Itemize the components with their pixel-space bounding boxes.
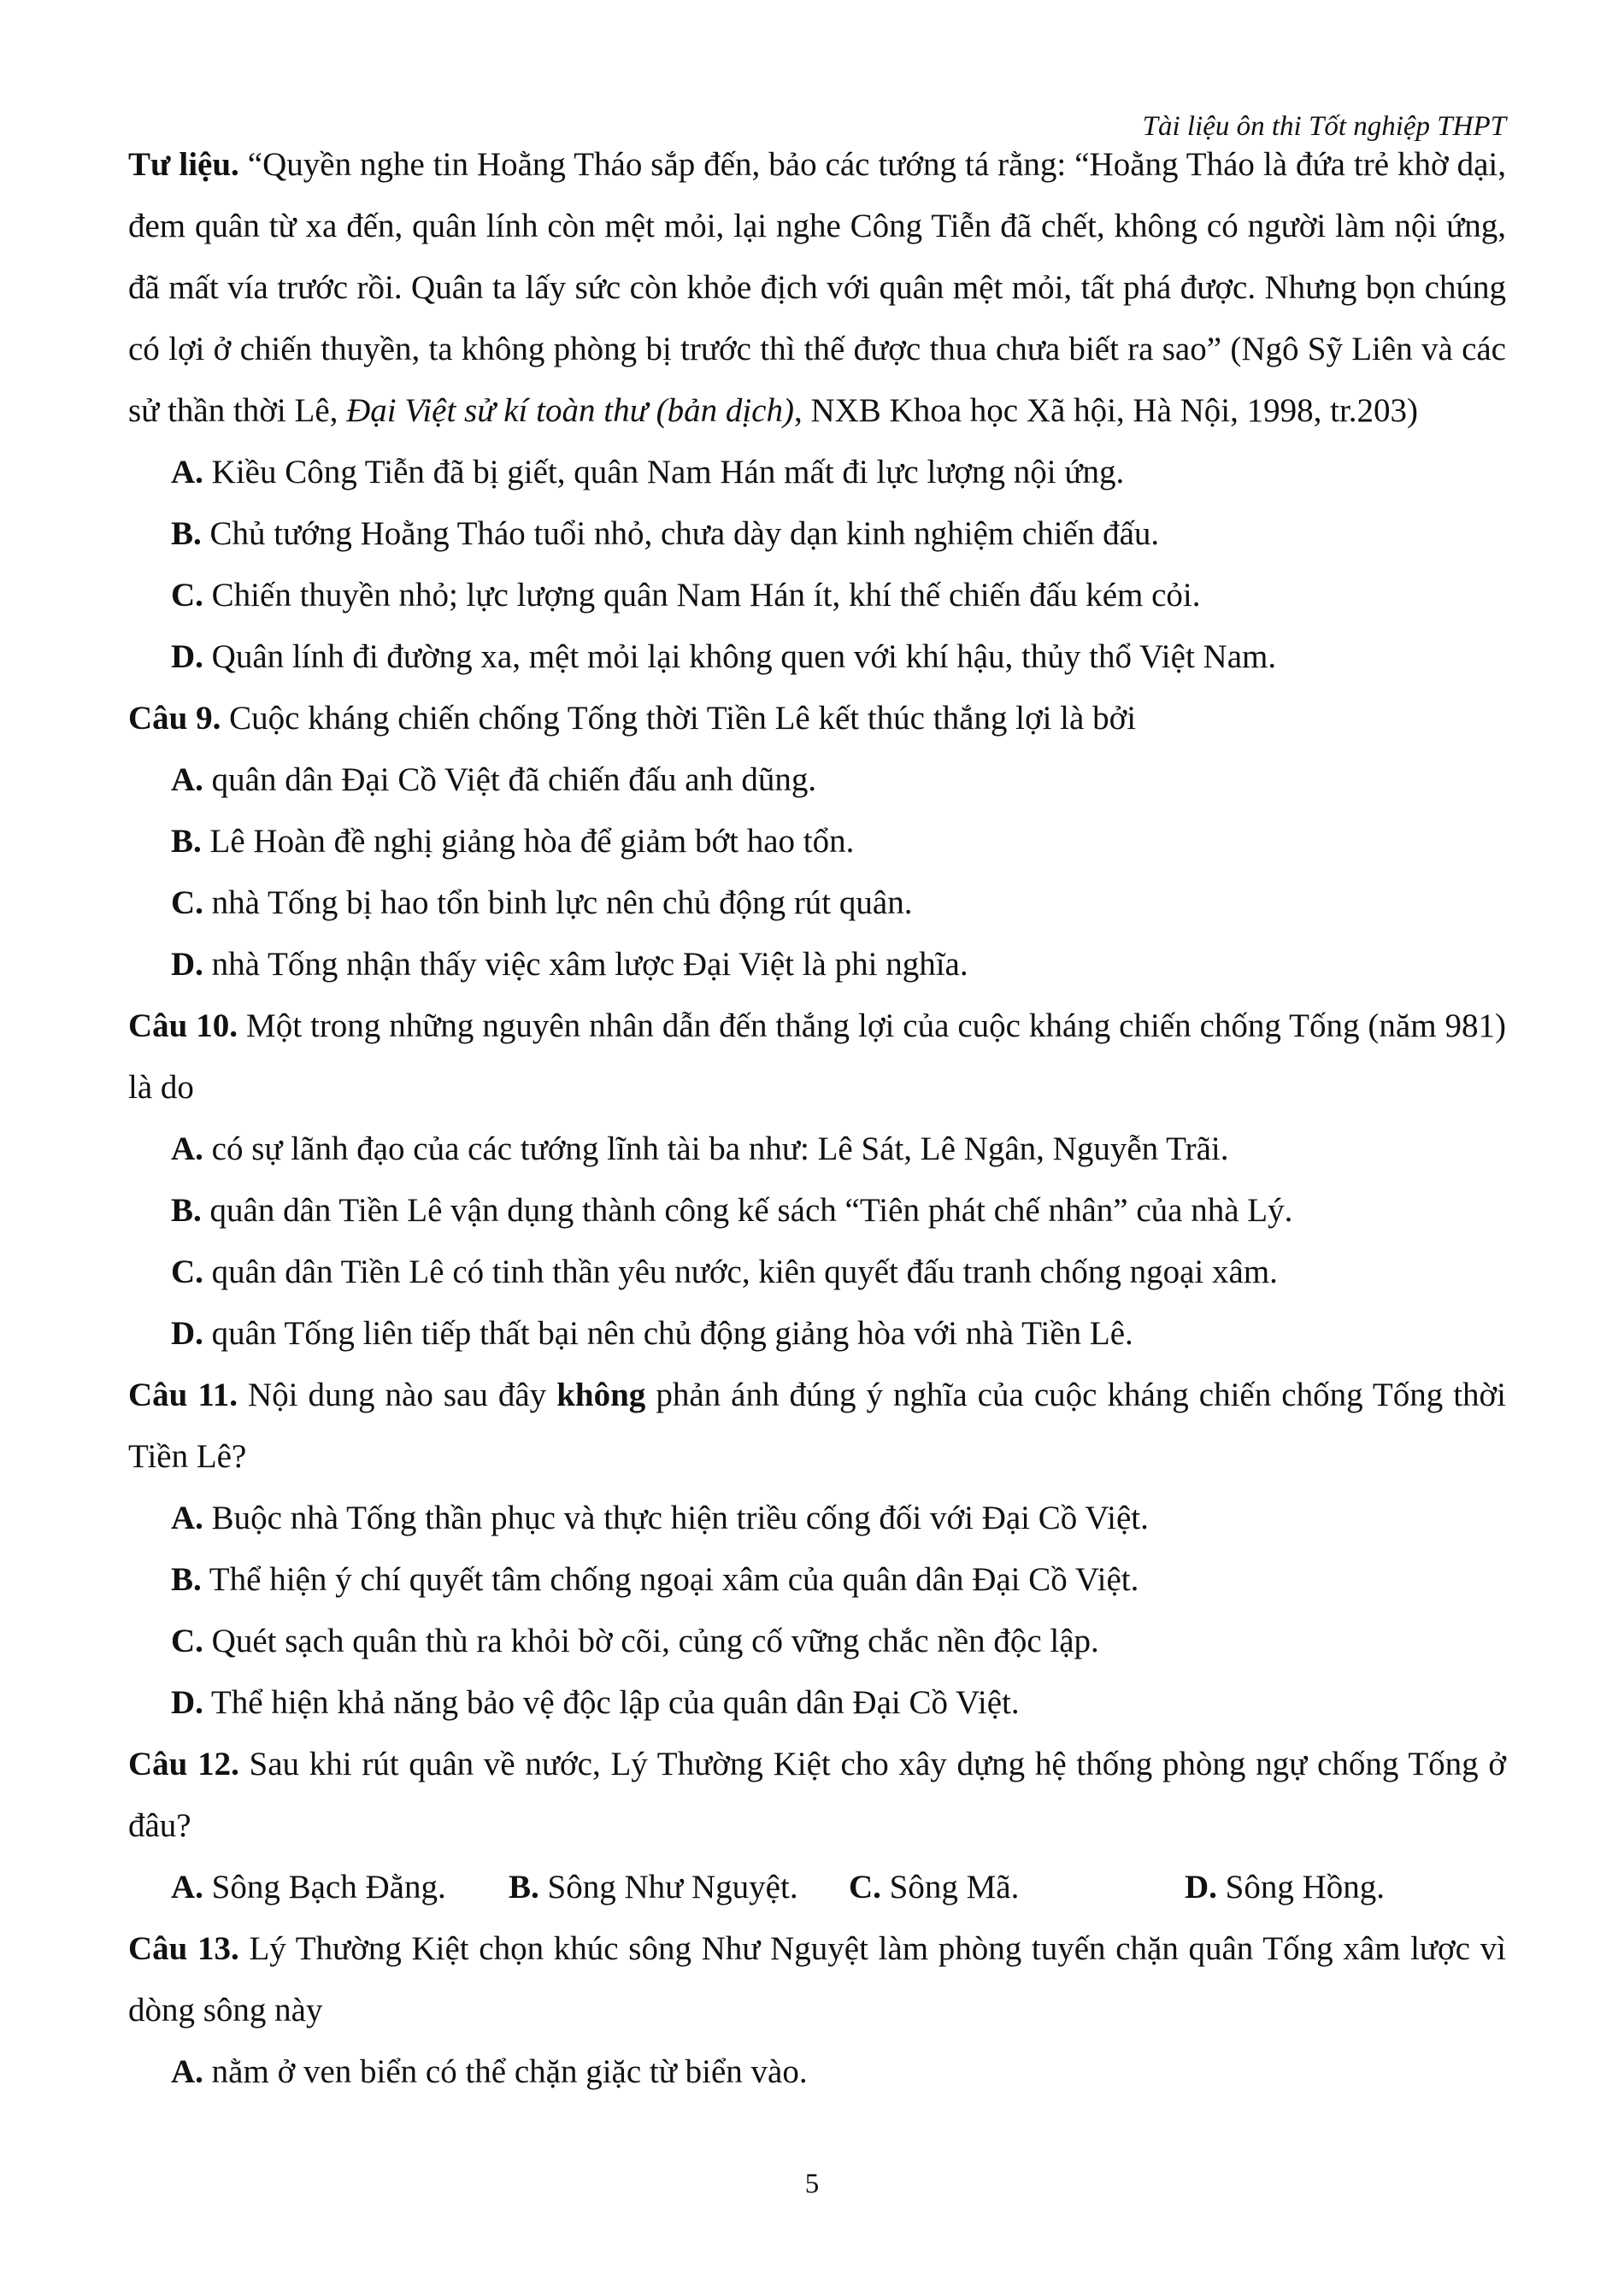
option-c (849, 1857, 1019, 1918)
option-text: nhà Tống nhận thấy việc xâm lược Đại Việt là phi nghĩa. (203, 946, 968, 983)
question-text-cont: phản ánh đúng ý nghĩa của cuộc kháng chiến chống Tống thời Tiền Lê? (128, 1377, 1507, 1475)
option-letter: B. (171, 1192, 202, 1229)
option-letter: A. (171, 454, 203, 490)
option-text: quân dân Đại Cồ Việt đã chiến đấu anh dũng. (203, 761, 817, 798)
option-letter: A. (171, 761, 203, 798)
option-d (128, 626, 1506, 688)
option-a (128, 442, 1506, 503)
option-text: Buộc nhà Tống thần phục và thực hiện triều cống đối với Đại Cồ Việt. (203, 1500, 1149, 1536)
option-c (128, 1611, 1506, 1672)
option-letter: D. (171, 1315, 203, 1352)
option-c (128, 872, 1506, 934)
option-c (128, 565, 1506, 626)
option-text: Chiến thuyền nhỏ; lực lượng quân Nam Hán ít, khí thế chiến đấu kém cỏi. (203, 577, 1201, 614)
option-letter: A. (171, 1500, 203, 1536)
option-b (128, 1549, 1506, 1611)
option-letter: A. (171, 2053, 203, 2090)
question-text: Sau khi rút quân về nước, Lý Thường Kiệt cho xây dựng hệ thống phòng ngự chống Tống ở đâu? (128, 1746, 1506, 1844)
option-c (128, 1242, 1506, 1303)
question-label: Câu 9. (128, 700, 221, 737)
option-text: Chủ tướng Hoằng Tháo tuổi nhỏ, chưa dày dạn kinh nghiệm chiến đấu. (201, 515, 1160, 552)
option-letter: D. (1185, 1869, 1217, 1906)
question-10 (128, 995, 1506, 1119)
options-row (128, 1857, 1506, 1918)
option-text: quân dân Tiền Lê có tinh thần yêu nước, kiên quyết đấu tranh chống ngoại xâm. (203, 1254, 1278, 1290)
option-text: quân dân Tiền Lê vận dụng thành công kế sách “Tiên phát chế nhân” của nhà Lý. (201, 1192, 1293, 1229)
option-text: có sự lãnh đạo của các tướng lĩnh tài ba như: Lê Sát, Lê Ngân, Nguyễn Trãi. (203, 1130, 1229, 1167)
option-b (128, 811, 1506, 872)
source-passage (128, 134, 1506, 442)
option-letter: B. (171, 823, 202, 860)
question-label: Câu 11. (128, 1377, 238, 1413)
option-text: quân Tống liên tiếp thất bại nên chủ động giảng hòa với nhà Tiền Lê. (203, 1315, 1133, 1352)
question-text: Cuộc kháng chiến chống Tống thời Tiền Lê kết thúc thắng lợi là bởi (221, 700, 1137, 737)
question-11 (128, 1365, 1506, 1488)
option-text: Thể hiện khả năng bảo vệ độc lập của quân dân Đại Cồ Việt. (203, 1684, 1020, 1721)
option-letter: A. (171, 1130, 203, 1167)
page-header: Tài liệu ôn thi Tốt nghiệp THPT (1142, 111, 1506, 142)
source-citation: , NXB Khoa học Xã hội, Hà Nội, 1998, tr.203) (793, 392, 1419, 429)
option-letter: B. (171, 1561, 202, 1598)
question-label: Câu 12. (128, 1746, 239, 1782)
question-text: Nội dung nào sau đây (237, 1377, 557, 1413)
page-number: 5 (804, 2169, 820, 2199)
option-letter: D. (171, 638, 203, 675)
option-a (128, 2041, 1506, 2103)
question-9 (128, 688, 1506, 749)
option-text: nhà Tống bị hao tổn binh lực nên chủ động rút quân. (203, 884, 913, 921)
option-a (128, 749, 1506, 811)
option-text: Sông Hồng. (1216, 1869, 1386, 1906)
question-label: Câu 13. (128, 1930, 239, 1967)
option-letter: C. (171, 577, 203, 614)
option-letter: C. (849, 1869, 881, 1906)
option-text: Sông Bạch Đằng. (203, 1869, 446, 1906)
option-letter: C. (171, 1254, 203, 1290)
question-text: Lý Thường Kiệt chọn khúc sông Như Nguyệt làm phòng tuyến chặn quân Tống xâm lược vì dòng sông này (128, 1930, 1506, 2029)
option-text: Thể hiện ý chí quyết tâm chống ngoại xâm của quân dân Đại Cồ Việt. (201, 1561, 1139, 1598)
option-letter: C. (171, 884, 203, 921)
option-b (128, 503, 1506, 565)
option-a (171, 1857, 446, 1918)
option-text: Sông Mã. (880, 1869, 1020, 1906)
option-b (509, 1857, 798, 1918)
question-label: Câu 10. (128, 1007, 238, 1044)
page-content (128, 134, 1506, 2103)
option-text: Quân lính đi đường xa, mệt mỏi lại không quen với khí hậu, thủy thổ Việt Nam. (203, 638, 1277, 675)
option-d (128, 1303, 1506, 1365)
source-text: “Quyền nghe tin Hoằng Tháo sắp đến, bảo các tướng tá rằng: “Hoằng Tháo là đứa trẻ khờ dại, đem quân từ xa đến, quân lính còn mệt mỏi, lại nghe Công Tiễn đã chết, không có người làm nội ứng, đã mất vía trước rồi. Quân ta lấy sức còn khỏe địch với quân mệt mỏi, tất phá được. Nhưng bọn chúng có lợi ở chiến thuyền, ta không phòng bị trước thì thế được thua chưa biết ra sao” (Ngô Sỹ Liên và các sử thần thời Lê, (128, 146, 1506, 429)
option-d (128, 1672, 1506, 1734)
question-12 (128, 1734, 1506, 1857)
option-letter: D. (171, 1684, 203, 1721)
option-text: nằm ở ven biển có thể chặn giặc từ biển vào. (203, 2053, 808, 2090)
option-d (1185, 1857, 1385, 1918)
option-text: Kiều Công Tiễn đã bị giết, quân Nam Hán mất đi lực lượng nội ứng. (203, 454, 1125, 490)
source-label: Tư liệu. (128, 146, 239, 183)
option-letter: C. (171, 1623, 203, 1659)
source-book-title: Đại Việt sử kí toàn thư (bản dịch) (346, 392, 794, 429)
question-text: Một trong những nguyên nhân dẫn đến thắng lợi của cuộc kháng chiến chống Tống (năm 981) là do (128, 1007, 1506, 1106)
option-letter: D. (171, 946, 203, 983)
option-text: Lê Hoàn đề nghị giảng hòa để giảm bớt hao tổn. (201, 823, 855, 860)
option-d (128, 934, 1506, 995)
option-text: Quét sạch quân thù ra khỏi bờ cõi, củng cố vững chắc nền độc lập. (203, 1623, 1099, 1659)
option-letter: B. (509, 1869, 539, 1906)
question-13 (128, 1918, 1506, 2041)
option-a (128, 1488, 1506, 1549)
option-text: Sông Như Nguyệt. (538, 1869, 798, 1906)
option-a (128, 1119, 1506, 1180)
option-b (128, 1180, 1506, 1242)
question-emphasis: không (556, 1377, 646, 1413)
option-letter: B. (171, 515, 202, 552)
option-letter: A. (171, 1869, 203, 1906)
